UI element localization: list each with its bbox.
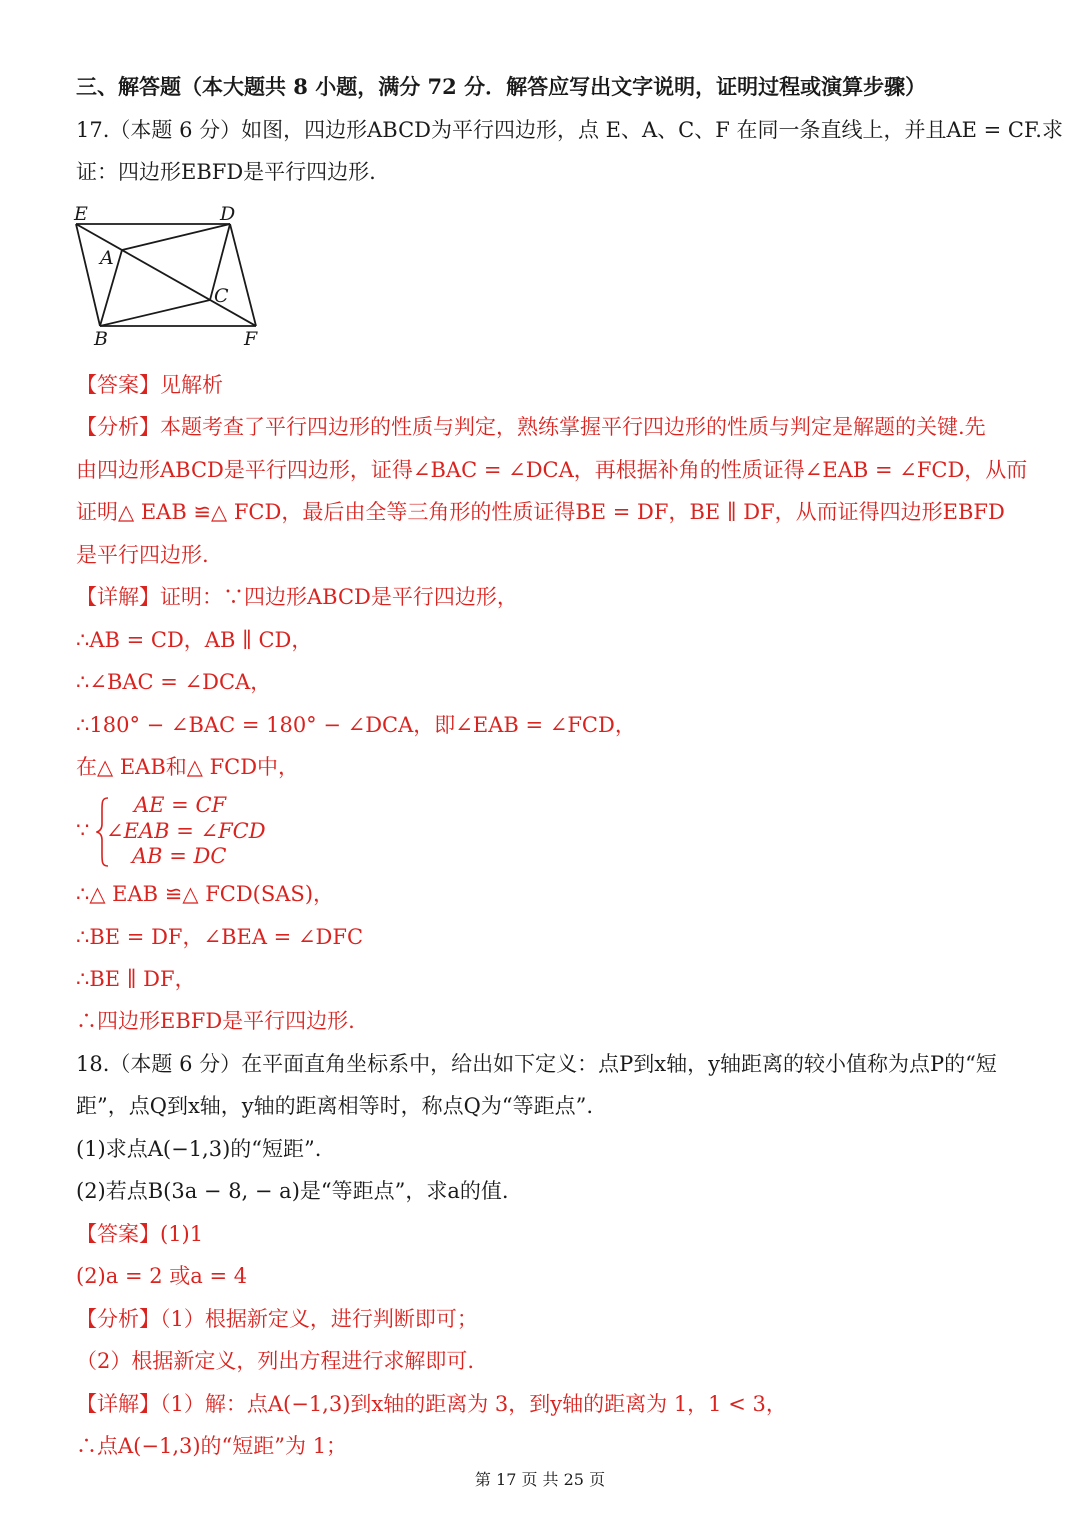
system-row-3: AB = DC	[132, 844, 227, 868]
q17-detail2-3: ∴BE ∥ DF，	[76, 967, 196, 991]
q18-analysis2: （2）根据新定义，列出方程进行求解即可.	[76, 1349, 475, 1373]
q18-answer2: (2)a = 2 或a = 4	[76, 1264, 248, 1288]
q17-detail-1: 【详解】证明：∵四边形ABCD是平行四边形，	[76, 585, 518, 609]
q17-detail-2: ∴AB = CD，AB ∥ CD，	[76, 628, 313, 652]
label-c: C	[214, 285, 229, 307]
label-f: F	[244, 328, 258, 350]
label-e: E	[74, 203, 88, 225]
label-a: A	[100, 247, 114, 269]
q18-detail1: 【详解】（1）解：点A(−1,3)到x轴的距离为 3，到y轴的距离为 1，1 < 3，	[76, 1392, 787, 1416]
q17-detail-4: ∴180° − ∠BAC = 180° − ∠DCA，即∠EAB = ∠FCD，	[76, 713, 636, 737]
q17-detail2-4: ∴四边形EBFD是平行四边形.	[76, 1009, 355, 1033]
q18-analysis1: 【分析】（1）根据新定义，进行判断即可；	[76, 1307, 478, 1331]
q17-analysis-2: 由四边形ABCD是平行四边形，证得∠BAC = ∠DCA，再根据补角的性质证得∠EAB = ∠FCD，从而	[76, 458, 1028, 482]
equation-system	[76, 792, 376, 872]
q18-part1: (1)求点A(−1,3)的“短距”.	[76, 1137, 322, 1161]
page-footer: 第 17 页 共 25 页	[474, 1470, 606, 1489]
q17-stem-line1: 17.（本题 6 分）如图，四边形ABCD为平行四边形，点 E、A、C、F 在同一条直线上，并且AE = CF.求	[76, 118, 1063, 142]
label-d: D	[220, 203, 236, 225]
parallelogram-figure	[70, 200, 280, 350]
q17-analysis-1: 【分析】本题考查了平行四边形的性质与判定，熟练掌握平行四边形的性质与判定是解题的关键.先	[76, 415, 986, 439]
q17-answer: 【答案】见解析	[76, 373, 223, 397]
q17-detail-3: ∴∠BAC = ∠DCA，	[76, 670, 272, 694]
q17-detail-5: 在△ EAB和△ FCD中，	[76, 755, 300, 779]
q17-stem-line2: 证：四边形EBFD是平行四边形.	[76, 160, 376, 184]
q18-part2: (2)若点B(3a − 8, − a)是“等距点”，求a的值.	[76, 1179, 509, 1203]
q17-detail2-1: ∴△ EAB ≌△ FCD(SAS)，	[76, 882, 335, 906]
q18-stem-line2: 距”，点Q到x轴，y轴的距离相等时，称点Q为“等距点”.	[76, 1094, 594, 1118]
label-b: B	[94, 328, 108, 350]
q18-answer1: 【答案】(1)1	[76, 1222, 204, 1246]
q18-stem-line1: 18.（本题 6 分）在平面直角坐标系中，给出如下定义：点P到x轴，y轴距离的较小值称为点P的“短	[76, 1052, 997, 1076]
q17-analysis-4: 是平行四边形.	[76, 543, 209, 567]
system-row-1: AE = CF	[134, 793, 227, 817]
q17-detail2-2: ∴BE = DF，∠BEA = ∠DFC	[76, 925, 364, 949]
because-symbol: ∵	[76, 818, 90, 842]
q17-analysis-3: 证明△ EAB ≌△ FCD，最后由全等三角形的性质证得BE = DF，BE ∥ DF，从而证得四边形EBFD	[76, 500, 1005, 524]
section-header: 三、解答题（本大题共 8 小题，满分 72 分．解答应写出文字说明，证明过程或演算步骤）	[76, 74, 927, 99]
q18-detail2: ∴点A(−1,3)的“短距”为 1；	[76, 1434, 348, 1458]
system-row-2: ∠EAB = ∠FCD	[106, 819, 266, 843]
